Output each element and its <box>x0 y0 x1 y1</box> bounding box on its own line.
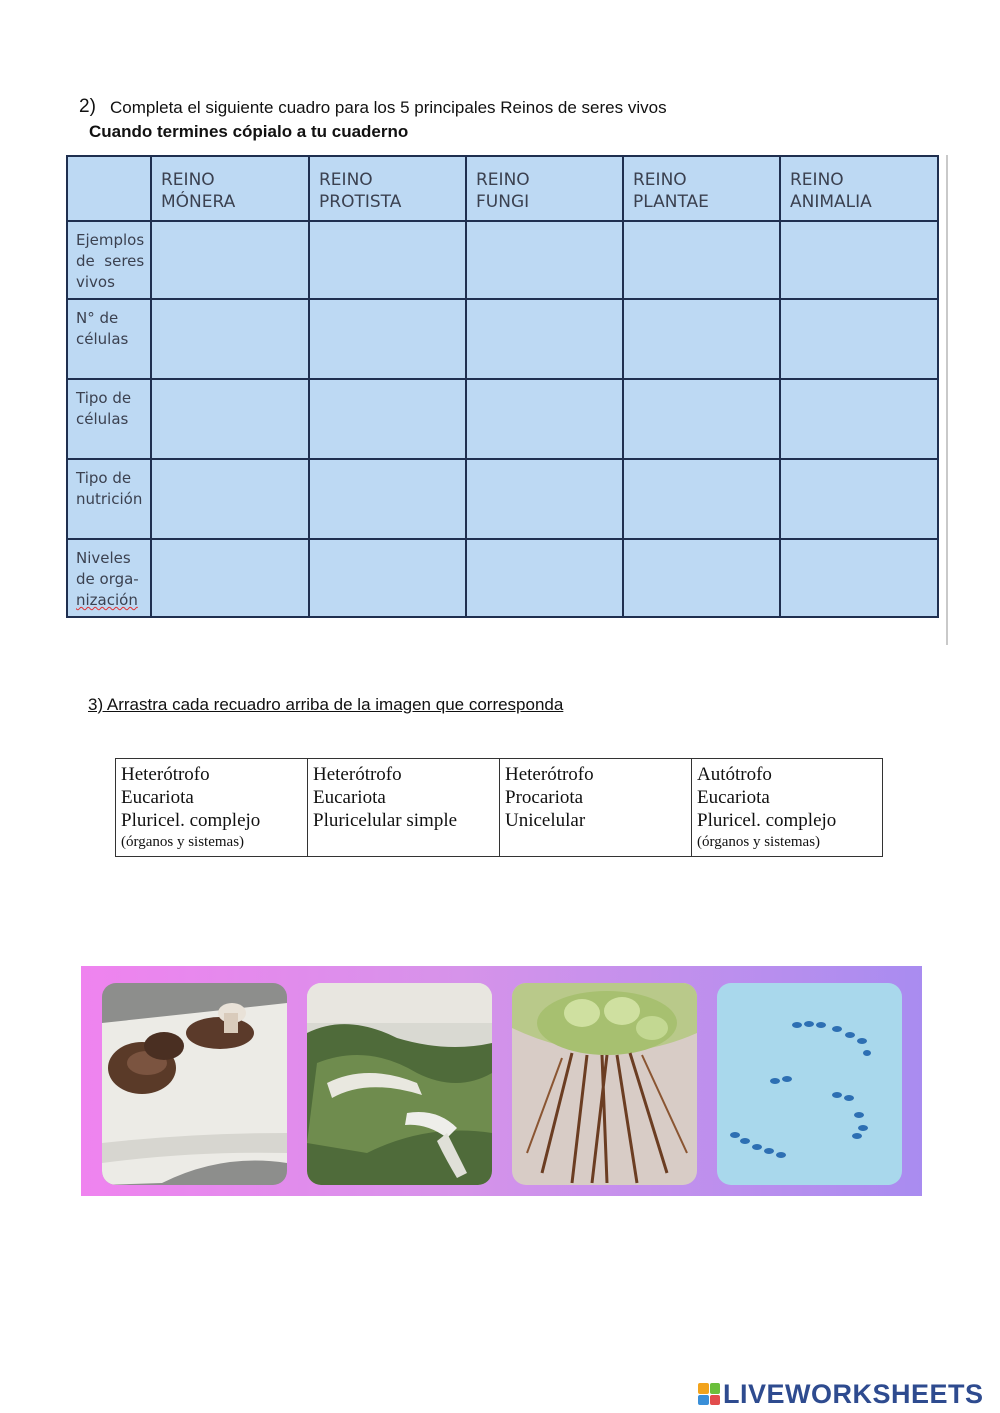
table-row <box>67 539 938 617</box>
answer-cell[interactable] <box>780 221 938 299</box>
answer-cell[interactable] <box>780 459 938 539</box>
answer-cell[interactable] <box>309 221 466 299</box>
answer-cell[interactable] <box>309 539 466 617</box>
answer-cell[interactable] <box>623 221 780 299</box>
silkworms-photo <box>307 983 492 1185</box>
answer-cell[interactable] <box>466 221 623 299</box>
row-label-nutrition: Tipo de nutrición <box>67 459 151 539</box>
row-label-organization: Niveles de orga- nización <box>67 539 151 617</box>
question-2-subinstruction: Cuando termines cópialo a tu cuaderno <box>89 122 409 141</box>
header-fungi: REINO FUNGI <box>466 156 623 221</box>
corner-cell <box>67 156 151 221</box>
table-row <box>67 299 938 379</box>
question-3-instruction: 3) Arrastra cada recuadro arriba de la imagen que corresponda <box>88 695 564 714</box>
plant-roots-photo <box>512 983 697 1185</box>
answer-cell[interactable] <box>623 459 780 539</box>
header-plantae: REINO PLANTAE <box>623 156 780 221</box>
photo-strip <box>81 966 922 1196</box>
question-2-number: 2) <box>79 96 96 117</box>
answer-cell[interactable] <box>623 539 780 617</box>
header-monera: REINO MÓNERA <box>151 156 309 221</box>
answer-cell[interactable] <box>151 221 309 299</box>
liveworksheets-logo <box>698 1379 984 1409</box>
drag-card[interactable]: Autótrofo Eucariota Pluricel. complejo (órganos y sistemas) <box>692 759 883 857</box>
answer-cell[interactable] <box>466 459 623 539</box>
mushrooms-photo <box>102 983 287 1185</box>
header-animalia: REINO ANIMALIA <box>780 156 938 221</box>
logo-square-4 <box>710 1395 721 1406</box>
answer-cell[interactable] <box>309 299 466 379</box>
answer-cell[interactable] <box>780 379 938 459</box>
answer-cell[interactable] <box>780 299 938 379</box>
drag-card[interactable]: Heterótrofo Procariota Unicelular <box>500 759 692 857</box>
table-row <box>67 379 938 459</box>
logo-text: LIVEWORKSHEETS <box>723 1378 984 1409</box>
row-label-cell-type: Tipo de células <box>67 379 151 459</box>
answer-cell[interactable] <box>623 379 780 459</box>
bacteria-photo <box>717 983 902 1185</box>
answer-cell[interactable] <box>309 459 466 539</box>
answer-cell[interactable] <box>151 299 309 379</box>
logo-square-1 <box>698 1383 709 1394</box>
drag-card[interactable]: Heterótrofo Eucariota Pluricelular simple <box>308 759 500 857</box>
table-row <box>67 459 938 539</box>
answer-cell[interactable] <box>780 539 938 617</box>
question-2-instruction: Completa el siguiente cuadro para los 5 principales Reinos de seres vivos <box>110 98 667 117</box>
row-label-cell-count: N° de células <box>67 299 151 379</box>
logo-mark-icon <box>698 1383 720 1405</box>
divider <box>946 155 948 645</box>
row-label-examples: Ejemplos de seres vivos <box>67 221 151 299</box>
answer-cell[interactable] <box>309 379 466 459</box>
answer-cell[interactable] <box>151 459 309 539</box>
kingdom-table <box>66 155 939 618</box>
answer-cell[interactable] <box>151 539 309 617</box>
header-protista: REINO PROTISTA <box>309 156 466 221</box>
kingdom-header-row <box>67 156 938 221</box>
table-row <box>67 221 938 299</box>
answer-cell[interactable] <box>466 379 623 459</box>
answer-cell[interactable] <box>623 299 780 379</box>
logo-square-3 <box>698 1395 709 1406</box>
answer-cell[interactable] <box>151 379 309 459</box>
drag-cards-table <box>115 758 883 857</box>
logo-square-2 <box>710 1383 721 1394</box>
answer-cell[interactable] <box>466 539 623 617</box>
drag-card[interactable]: Heterótrofo Eucariota Pluricel. complejo (órganos y sistemas) <box>116 759 308 857</box>
answer-cell[interactable] <box>466 299 623 379</box>
